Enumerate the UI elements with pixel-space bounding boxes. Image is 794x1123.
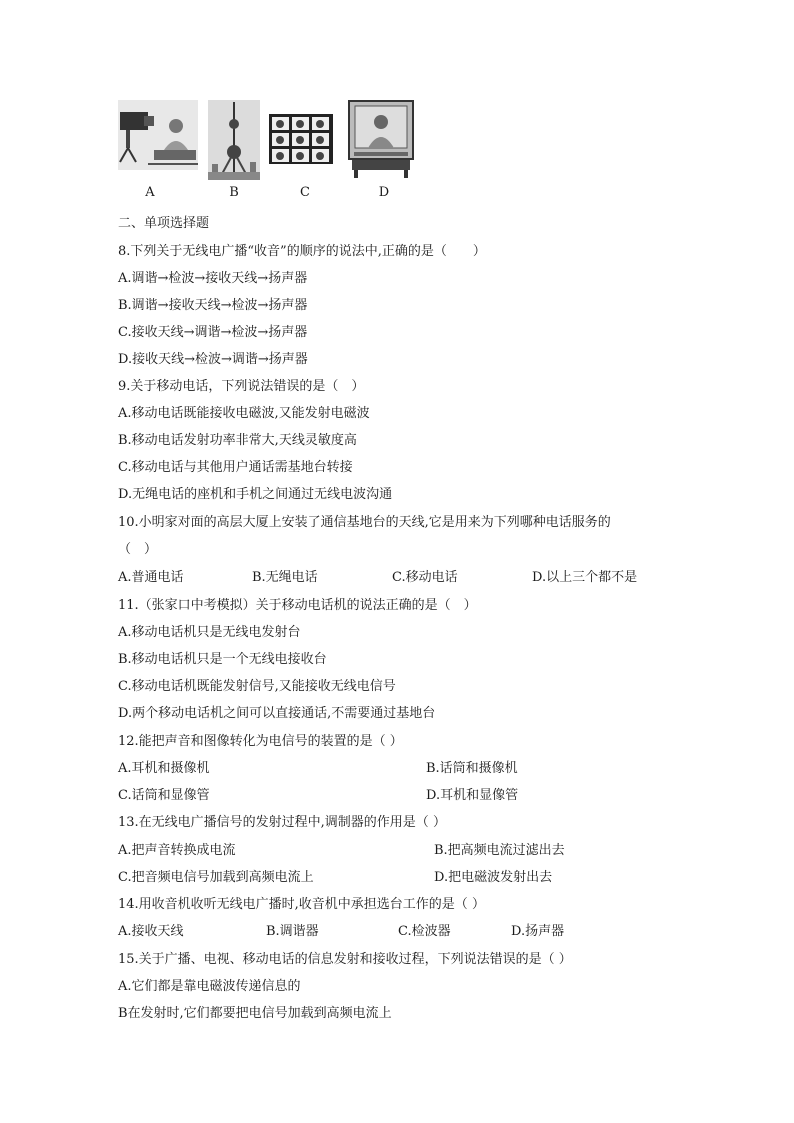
question-11-option-a: A.移动电话机只是无线电发射台 bbox=[118, 625, 301, 640]
section-title: 二、单项选择题 bbox=[118, 216, 210, 231]
figure-a-camera-presenter bbox=[118, 100, 198, 170]
question-11-option-d: D.两个移动电话机之间可以直接通话,不需要通过基地台 bbox=[118, 706, 436, 721]
question-10-stem: 10.小明家对面的高层大厦上安装了通信基地台的天线,它是用来为下列哪种电话服务的 bbox=[118, 515, 611, 530]
question-14-option-d: D.扬声器 bbox=[511, 924, 565, 939]
question-10-option-b: B.无绳电话 bbox=[252, 570, 318, 585]
question-10-option-d: D.以上三个都不是 bbox=[532, 570, 638, 585]
question-8-stem: 8.下列关于无线电广播“收音”的顺序的说法中,正确的是（ ） bbox=[118, 244, 486, 259]
question-14-option-b: B.调谐器 bbox=[266, 924, 319, 939]
figure-b-label: B bbox=[229, 185, 239, 200]
question-8-option-c: C.接收天线→调谐→检波→扬声器 bbox=[118, 325, 308, 340]
question-15-option-b: B在发射时,它们都要把电信号加载到高频电流上 bbox=[118, 1006, 392, 1021]
question-10-option-c: C.移动电话 bbox=[392, 570, 458, 585]
question-9-option-c: C.移动电话与其他用户通话需基地台转接 bbox=[118, 460, 353, 475]
question-12-option-c: C.话筒和显像管 bbox=[118, 788, 210, 803]
figure-strip bbox=[118, 100, 418, 205]
figure-d-television bbox=[348, 100, 414, 180]
question-14-stem: 14.用收音机收听无线电广播时,收音机中承担选台工作的是（ ） bbox=[118, 897, 485, 912]
question-14-option-c: C.检波器 bbox=[398, 924, 451, 939]
question-13-option-c: C.把音频电信号加载到高频电流上 bbox=[118, 870, 314, 885]
figure-b-tv-tower bbox=[208, 100, 260, 180]
question-13-option-a: A.把声音转换成电流 bbox=[118, 843, 236, 858]
question-8-option-a: A.调谐→检波→接收天线→扬声器 bbox=[118, 271, 308, 286]
question-8-option-b: B.调谐→接收天线→检波→扬声器 bbox=[118, 298, 308, 313]
figure-a-label: A bbox=[145, 185, 155, 200]
figure-d-label: D bbox=[378, 185, 390, 200]
question-8-option-d: D.接收天线→检波→调谐→扬声器 bbox=[118, 352, 308, 367]
question-9-option-d: D.无绳电话的座机和手机之间通过无线电波沟通 bbox=[118, 487, 393, 502]
question-11-stem: 11.（张家口中考模拟）关于移动电话机的说法正确的是（ ） bbox=[118, 598, 477, 613]
question-11-option-c: C.移动电话机既能发射信号,又能接收无线电信号 bbox=[118, 679, 396, 694]
question-14-option-a: A.接收天线 bbox=[118, 924, 184, 939]
question-11-option-b: B.移动电话机只是一个无线电接收台 bbox=[118, 652, 327, 667]
question-12-option-a: A.耳机和摄像机 bbox=[118, 761, 210, 776]
question-12-stem: 12.能把声音和图像转化为电信号的装置的是（ ） bbox=[118, 734, 403, 749]
question-12-option-b: B.话筒和摄像机 bbox=[426, 761, 518, 776]
figure-c-label: C bbox=[300, 185, 310, 200]
figure-c-video-wall bbox=[269, 100, 333, 178]
question-10-stem-bracket: （ ） bbox=[118, 542, 158, 557]
question-15-stem: 15.关于广播、电视、移动电话的信息发射和接收过程，下列说法错误的是（ ） bbox=[118, 952, 572, 967]
question-13-option-d: D.把电磁波发射出去 bbox=[434, 870, 553, 885]
question-9-stem: 9.关于移动电话，下列说法错误的是（ ） bbox=[118, 379, 365, 394]
question-15-option-a: A.它们都是靠电磁波传递信息的 bbox=[118, 979, 301, 994]
question-10-option-a: A.普通电话 bbox=[118, 570, 184, 585]
question-9-option-b: B.移动电话发射功率非常大,天线灵敏度高 bbox=[118, 433, 357, 448]
question-13-stem: 13.在无线电广播信号的发射过程中,调制器的作用是（ ） bbox=[118, 815, 446, 830]
question-13-option-b: B.把高频电流过滤出去 bbox=[434, 843, 565, 858]
question-9-option-a: A.移动电话既能接收电磁波,又能发射电磁波 bbox=[118, 406, 370, 421]
question-12-option-d: D.耳机和显像管 bbox=[426, 788, 519, 803]
